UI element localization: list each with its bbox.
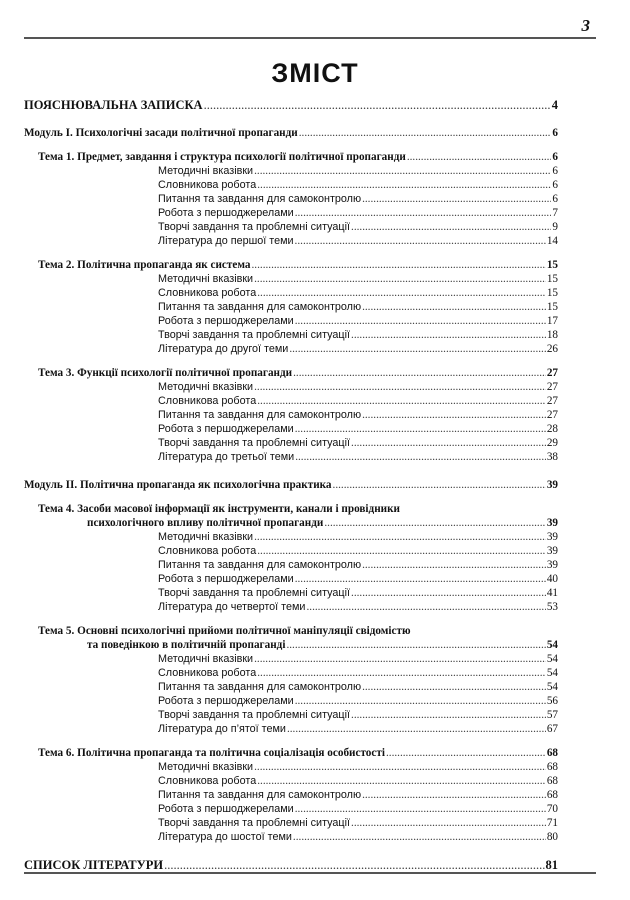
- toc-subentry-label: Література до першої теми: [158, 235, 294, 247]
- toc-subentry[interactable]: [24, 774, 558, 788]
- toc-subentry-page: 9: [552, 221, 558, 233]
- toc-subentry-page: 71: [546, 817, 558, 829]
- toc-subentry-page: 15: [546, 301, 558, 313]
- toc-entry-label: Тема 2. Політична пропаганда як система: [38, 259, 251, 271]
- toc-entry-topic-6[interactable]: [24, 746, 558, 760]
- toc-entry-page: 27: [546, 367, 558, 379]
- toc-subentry-label: Питання та завдання для самоконтролю: [158, 789, 362, 801]
- leader-dots: [254, 272, 546, 286]
- toc-subentry-label: Питання та завдання для самоконтролю: [158, 193, 362, 205]
- toc-entry-label-line2: психологічного впливу політичної пропаганди: [87, 517, 324, 529]
- toc-subentry-label: Література до другої теми: [158, 343, 289, 355]
- toc-subentry[interactable]: [24, 408, 558, 422]
- leader-dots: [333, 478, 546, 492]
- toc-subentry[interactable]: [24, 192, 558, 206]
- toc-subentry-page: 14: [546, 235, 558, 247]
- toc-entry-label-line2: та поведінкою в політичній пропаганді: [87, 639, 286, 651]
- toc-subentry[interactable]: [24, 314, 558, 328]
- toc-entry-label: СПИСОК ЛІТЕРАТУРИ: [24, 858, 164, 872]
- toc-subentry-page: 18: [546, 329, 558, 341]
- leader-dots: [293, 830, 546, 844]
- toc-subentry[interactable]: [24, 586, 558, 600]
- toc-subentry-page: 68: [546, 761, 558, 773]
- leader-dots: [257, 544, 546, 558]
- toc-subentry[interactable]: [24, 206, 558, 220]
- toc-entry-label: Модуль ІІ. Політична пропаганда як психологічна практика: [24, 479, 332, 491]
- toc-subentry-page: 27: [546, 395, 558, 407]
- toc-subentry[interactable]: [24, 380, 558, 394]
- toc-subentry-page: 39: [546, 545, 558, 557]
- toc-subentry-label: Методичні вказівки: [158, 165, 254, 177]
- toc-subentry-page: 6: [552, 165, 558, 177]
- toc-entry-explanatory-note[interactable]: [24, 98, 558, 112]
- toc-title: ЗМІСТ: [271, 58, 359, 88]
- leader-dots: [295, 206, 552, 220]
- leader-dots: [257, 774, 546, 788]
- leader-dots: [252, 258, 546, 272]
- toc-entry-page: 68: [546, 747, 558, 759]
- toc-subentry[interactable]: [24, 436, 558, 450]
- toc-subentry-label: Творчі завдання та проблемні ситуації: [158, 709, 351, 721]
- toc-subentry-label: Словникова робота: [158, 775, 257, 787]
- toc-subentry[interactable]: [24, 178, 558, 192]
- toc-subentry-page: 39: [546, 559, 558, 571]
- toc-subentry-label: Словникова робота: [158, 287, 257, 299]
- toc-subentry-page: 27: [546, 381, 558, 393]
- toc-entry-topic-1[interactable]: [24, 150, 558, 164]
- toc-subentry[interactable]: [24, 666, 558, 680]
- toc-subentry[interactable]: [24, 544, 558, 558]
- toc-subentry-label: Питання та завдання для самоконтролю: [158, 681, 362, 693]
- toc-subentry-label: Питання та завдання для самоконтролю: [158, 409, 362, 421]
- toc-subentry-label: Творчі завдання та проблемні ситуації: [158, 437, 351, 449]
- toc-entry-page: 6: [552, 127, 558, 139]
- toc-subentry[interactable]: [24, 272, 558, 286]
- toc-entry-label: Тема 1. Предмет, завдання і структура психології політичної пропаганди: [38, 151, 406, 163]
- toc-subentry-page: 15: [546, 287, 558, 299]
- toc-subentry-page: 28: [546, 423, 558, 435]
- toc-subentry-label: Методичні вказівки: [158, 531, 254, 543]
- toc-subentry-page: 39: [546, 531, 558, 543]
- bottom-divider: [24, 872, 596, 874]
- toc-subentry[interactable]: [24, 760, 558, 774]
- leader-dots: [295, 802, 546, 816]
- toc-subentry-label: Словникова робота: [158, 179, 257, 191]
- table-of-contents: [24, 98, 558, 872]
- leader-dots: [254, 164, 551, 178]
- toc-entry-page: 54: [546, 639, 558, 651]
- toc-subentry-label: Творчі завдання та проблемні ситуації: [158, 221, 351, 233]
- leader-dots: [362, 192, 551, 206]
- leader-dots: [362, 408, 546, 422]
- leader-dots: [324, 516, 545, 530]
- leader-dots: [362, 300, 546, 314]
- leader-dots: [257, 286, 546, 300]
- toc-subentry[interactable]: [24, 234, 558, 248]
- leader-dots: [257, 178, 551, 192]
- leader-dots: [164, 858, 544, 872]
- leader-dots: [287, 722, 546, 736]
- toc-subentry-label: Література до п’ятої теми: [158, 723, 286, 735]
- toc-entry-label-line1: Тема 5. Основні психологічні прийоми політичної маніпуляції свідомістю: [38, 625, 411, 637]
- toc-entry-topic-3[interactable]: [24, 366, 558, 380]
- toc-subentry-page: 54: [546, 653, 558, 665]
- toc-subentry-page: 40: [546, 573, 558, 585]
- toc-subentry-page: 70: [546, 803, 558, 815]
- toc-subentry-label: Словникова робота: [158, 667, 257, 679]
- toc-entry-topic-2[interactable]: [24, 258, 558, 272]
- toc-subentry-page: 6: [552, 193, 558, 205]
- toc-subentry[interactable]: [24, 300, 558, 314]
- toc-subentry-label: Творчі завдання та проблемні ситуації: [158, 587, 351, 599]
- leader-dots: [351, 328, 546, 342]
- toc-subentry-label: Робота з першоджерелами: [158, 803, 294, 815]
- toc-entry-page: 6: [552, 151, 558, 163]
- toc-entry-label: ПОЯСНЮВАЛЬНА ЗАПИСКА: [24, 98, 203, 112]
- toc-subentry-label: Робота з першоджерелами: [158, 573, 294, 585]
- leader-dots: [351, 436, 546, 450]
- toc-subentry-label: Методичні вказівки: [158, 761, 254, 773]
- toc-subentry-label: Словникова робота: [158, 545, 257, 557]
- toc-entry-page: 39: [546, 479, 558, 491]
- toc-entry-page: 4: [551, 98, 558, 112]
- leader-dots: [306, 600, 545, 614]
- toc-subentry[interactable]: [24, 788, 558, 802]
- toc-subentry[interactable]: [24, 802, 558, 816]
- leader-dots: [295, 314, 546, 328]
- toc-subentry[interactable]: [24, 600, 558, 614]
- toc-entry-label: Модуль І. Психологічні засади політичної пропаганди: [24, 127, 298, 139]
- toc-subentry-label: Робота з першоджерелами: [158, 315, 294, 327]
- toc-subentry-label: Питання та завдання для самоконтролю: [158, 559, 362, 571]
- toc-subentry-page: 54: [546, 667, 558, 679]
- leader-dots: [362, 558, 546, 572]
- toc-subentry[interactable]: [24, 164, 558, 178]
- toc-subentry-label: Література до третьої теми: [158, 451, 295, 463]
- toc-subentry[interactable]: [24, 680, 558, 694]
- leader-dots: [293, 366, 546, 380]
- toc-subentry-label: Робота з першоджерелами: [158, 423, 294, 435]
- toc-subentry[interactable]: [24, 722, 558, 736]
- toc-subentry[interactable]: [24, 342, 558, 356]
- toc-subentry-label: Робота з першоджерелами: [158, 207, 294, 219]
- toc-subentry-page: 68: [546, 775, 558, 787]
- toc-subentry-page: 38: [546, 451, 558, 463]
- toc-subentry[interactable]: [24, 708, 558, 722]
- leader-dots: [286, 638, 545, 652]
- toc-subentry-page: 68: [546, 789, 558, 801]
- toc-entry-page: 15: [546, 259, 558, 271]
- toc-entry-module-2[interactable]: [24, 478, 558, 492]
- leader-dots: [351, 220, 551, 234]
- toc-subentry[interactable]: [24, 694, 558, 708]
- toc-entry-label: Тема 6. Політична пропаганда та політична соціалізація особистості: [38, 747, 385, 759]
- leader-dots: [351, 816, 546, 830]
- toc-subentry-page: 7: [552, 207, 558, 219]
- top-divider: [24, 37, 596, 39]
- toc-subentry-page: 67: [546, 723, 558, 735]
- toc-subentry[interactable]: [24, 422, 558, 436]
- toc-subentry-label: Словникова робота: [158, 395, 257, 407]
- toc-entry-topic-5[interactable]: [24, 624, 558, 652]
- toc-subentry-label: Література до четвертої теми: [158, 601, 306, 613]
- toc-subentry-label: Творчі завдання та проблемні ситуації: [158, 329, 351, 341]
- toc-subentry[interactable]: [24, 328, 558, 342]
- toc-entry-bibliography[interactable]: [24, 858, 558, 872]
- toc-entry-topic-4[interactable]: [24, 502, 558, 530]
- toc-subentry-page: 6: [552, 179, 558, 191]
- leader-dots: [254, 652, 546, 666]
- toc-entry-label: Тема 3. Функції психології політичної пропаганди: [38, 367, 293, 379]
- toc-subentry-page: 41: [546, 587, 558, 599]
- toc-subentry-page: 17: [546, 315, 558, 327]
- toc-subentry-label: Методичні вказівки: [158, 653, 254, 665]
- toc-subentry-label: Питання та завдання для самоконтролю: [158, 301, 362, 313]
- leader-dots: [257, 666, 546, 680]
- toc-subentry-label: Творчі завдання та проблемні ситуації: [158, 817, 351, 829]
- toc-subentry[interactable]: [24, 530, 558, 544]
- toc-subentry-label: Методичні вказівки: [158, 273, 254, 285]
- toc-subentry[interactable]: [24, 558, 558, 572]
- toc-subentry-page: 53: [546, 601, 558, 613]
- toc-subentry-page: 80: [546, 831, 558, 843]
- leader-dots: [295, 234, 546, 248]
- toc-subentry-page: 26: [546, 343, 558, 355]
- toc-subentry[interactable]: [24, 450, 558, 464]
- leader-dots: [204, 98, 551, 112]
- toc-subentry[interactable]: [24, 220, 558, 234]
- leader-dots: [299, 126, 552, 140]
- leader-dots: [295, 694, 546, 708]
- leader-dots: [295, 572, 546, 586]
- toc-subentry-page: 15: [546, 273, 558, 285]
- toc-subentry[interactable]: [24, 286, 558, 300]
- toc-entry-label-line1: Тема 4. Засоби масової інформації як інструменти, канали і провідники: [38, 503, 400, 515]
- toc-subentry-page: 29: [546, 437, 558, 449]
- leader-dots: [289, 342, 546, 356]
- leader-dots: [295, 450, 546, 464]
- leader-dots: [254, 380, 546, 394]
- leader-dots: [351, 708, 546, 722]
- toc-entry-page: 39: [546, 517, 558, 529]
- toc-subentry-page: 56: [546, 695, 558, 707]
- leader-dots: [362, 680, 546, 694]
- leader-dots: [351, 586, 546, 600]
- leader-dots: [254, 760, 546, 774]
- toc-entry-module-1[interactable]: [24, 126, 558, 140]
- toc-subentry-label: Методичні вказівки: [158, 381, 254, 393]
- leader-dots: [254, 530, 546, 544]
- page-number: 3: [581, 16, 590, 35]
- leader-dots: [257, 394, 546, 408]
- toc-subentry-page: 57: [546, 709, 558, 721]
- leader-dots: [295, 422, 546, 436]
- toc-subentry-label: Література до шостої теми: [158, 831, 292, 843]
- toc-subentry[interactable]: [24, 572, 558, 586]
- toc-subentry[interactable]: [24, 394, 558, 408]
- toc-subentry[interactable]: [24, 652, 558, 666]
- leader-dots: [386, 746, 546, 760]
- toc-subentry-label: Робота з першоджерелами: [158, 695, 294, 707]
- leader-dots: [362, 788, 546, 802]
- toc-subentry[interactable]: [24, 830, 558, 844]
- toc-subentry-page: 54: [546, 681, 558, 693]
- toc-subentry-page: 27: [546, 409, 558, 421]
- toc-entry-page: 81: [545, 858, 558, 872]
- leader-dots: [407, 150, 552, 164]
- toc-subentry[interactable]: [24, 816, 558, 830]
